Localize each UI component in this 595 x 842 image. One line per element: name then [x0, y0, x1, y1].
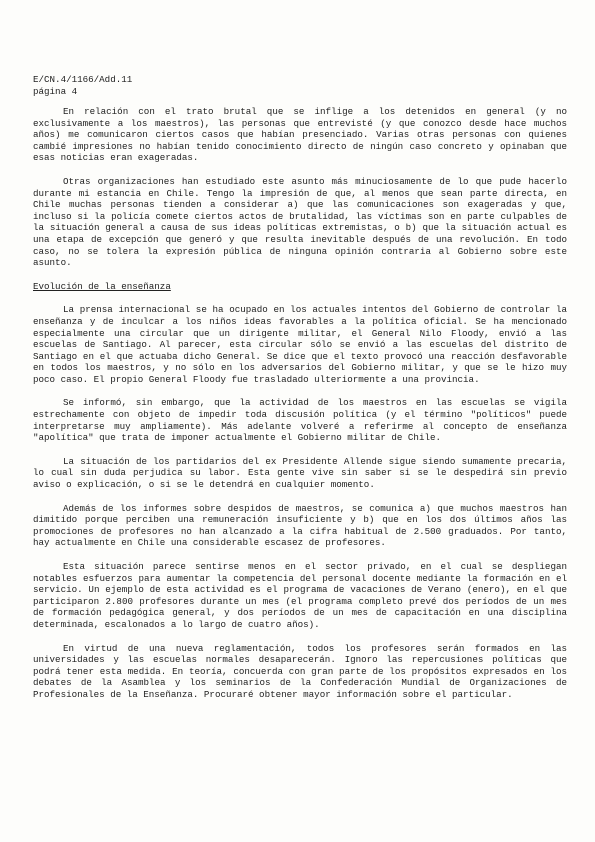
page-header: [33, 74, 132, 98]
paragraph: La situación de los partidarios del ex Presidente Allende sigue siendo sumamente precaria, lo cual sin duda perjudica su labor. Esta gente vive sin saber si se le despedirá sin previo aviso o explicación, o si se le detendrá en cualquier momento.: [33, 455, 567, 491]
document-symbol: E/CN.4/1166/Add.11: [33, 74, 133, 85]
section-heading: Evolución de la enseñanza: [33, 280, 171, 292]
document-body: [33, 106, 567, 713]
paragraph: Se informó, sin embargo, que la actividad de los maestros en las escuelas se vigila estrechamente con objeto de impedir toda discusión política (y el término "políticos" puede interpretarse muy ampliamente). Más adelante volveré a referirme al concepto de enseñanza "apolítica" que trata de imponer actualmente el Gobierno militar de Chile.: [33, 397, 567, 444]
paragraph: Además de los informes sobre despidos de maestros, se comunica a) que muchos maestros han dimitido porque perciben una remuneración insuficiente y b) que en los dos últimos años las promociones de profesores no han alcanzado a la cifra habitual de 2.500 graduados. Por tanto, hay actualmente en Chile una considerable escasez de profesores.: [33, 502, 567, 549]
paragraph: Esta situación parece sentirse menos en el sector privado, en el cual se despliegan notables esfuerzos para aumentar la competencia del personal docente mediante la formación en el servicio. Un ejemplo de esta actividad es el programa de vacaciones de Verano (enero), en el que participaron 2.800 profesores durante un mes (el programa completo prevé dos períodos de un mes de formación pedagógica general, y dos períodos de un mes de capacitación en una disciplina determinada, escalonados a lo largo de cuatro años).: [33, 561, 567, 630]
paragraph: La prensa internacional se ha ocupado en los actuales intentos del Gobierno de controlar la enseñanza y de inculcar a los niños ideas favorables a la política oficial. Se ha mencionado especialmente una circular que un dirigente militar, el General Nilo Floody, envió a las escuelas de Santiago. Al parecer, esta circular sólo se envió a las escuelas del distrito de Santiago en el que actuaba dicho General. Se dice que el texto provocó una reacción desfavorable en todos los maestros, y no sólo en los adversarios del Gobierno militar, y que se le hizo muy poco caso. El propio General Floody fue trasladado ulteriormente a una provincia.: [33, 304, 567, 385]
paragraph: En relación con el trato brutal que se inflige a los detenidos en general (y no exclusivamente a los maestros), las personas que entrevisté (y que conozco desde hace muchos años) me comunicaron ciertos casos que habían presenciado. Varias otras personas con quienes cambié impresiones no habían tenido conocimiento directo de ningún caso concreto y opinaban que esas noticias eran exageradas.: [33, 106, 567, 164]
paragraph: Otras organizaciones han estudiado este asunto más minuciosamente de lo que pude hacerlo durante mi estancia en Chile. Tengo la impresión de que, al menos que sean parte directa, en Chile muchas personas tienden a considerar a) que las comunicaciones son exageradas y que, incluso si la policía comete ciertos actos de brutalidad, las víctimas son en parte culpables de la situación general a causa de sus ideas políticas extremistas, o b) que la situación actual es una etapa de excepción que generó y que resulta inevitable después de una revolución. En todo caso, no se tolera la expresión pública de ninguna opinión contraria al Gobierno sobre este asunto.: [33, 175, 567, 269]
page-number: página 4: [33, 86, 78, 97]
paragraph: En virtud de una nueva reglamentación, todos los profesores serán formados en las universidades y las escuelas normales desaparecerán. Ignoro las repercusiones políticas que podrá tener esta medida. En teoría, concuerda con gran parte de los propósitos expresados en los debates de la Asamblea y los seminarios de la Confederación Mundial de Organizaciones de Profesionales de la Enseñanza. Procuraré obtener mayor información sobre el particular.: [33, 642, 567, 700]
